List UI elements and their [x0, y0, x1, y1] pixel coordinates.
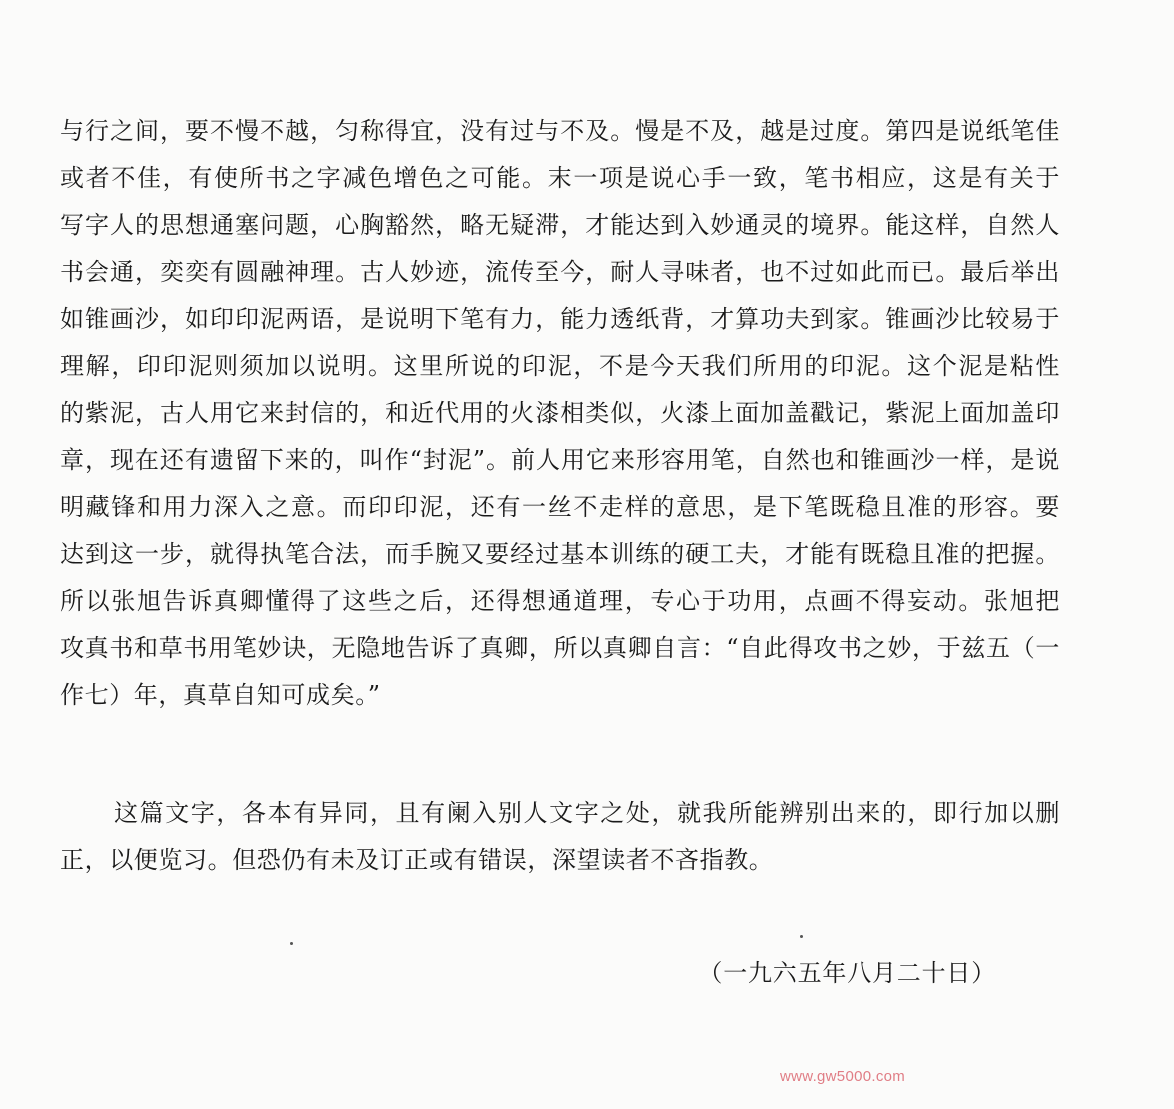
text-line: 理解，印印泥则须加以说明。这里所说的印泥，不是今天我们所用的印泥。这个泥是粘性: [60, 352, 1060, 380]
text-line: 写字人的思想通塞问题，心胸豁然，略无疑滞，才能达到入妙通灵的境界。能这样，自然人: [60, 211, 1060, 239]
scan-speck: [290, 942, 293, 945]
text-line: 所以张旭告诉真卿懂得了这些之后，还得想通道理，专心于功用，点画不得妄动。张旭把: [60, 587, 1060, 615]
text-line: 作七）年，真草自知可成矣。”: [60, 681, 381, 709]
text-line: 与行之间，要不慢不越，匀称得宜，没有过与不及。慢是不及，越是过度。第四是说纸笔佳: [60, 117, 1060, 145]
watermark-link[interactable]: www.gw5000.com: [780, 1068, 906, 1085]
date-signature: （一九六五年八月二十日）: [698, 959, 996, 987]
paragraph-2: [60, 790, 1060, 884]
text-line: 如锥画沙，如印印泥两语，是说明下笔有力，能力透纸背，才算功夫到家。锥画沙比较易于: [60, 305, 1060, 333]
paragraph-1: [60, 108, 1060, 719]
text-line: 书会通，奕奕有圆融神理。古人妙迹，流传至今，耐人寻味者，也不过如此而已。最后举出: [60, 258, 1060, 286]
text-line: 正，以便览习。但恐仍有未及订正或有错误，深望读者不吝指教。: [60, 846, 774, 874]
text-line: 攻真书和草书用笔妙诀，无隐地告诉了真卿，所以真卿自言：“自此得攻书之妙，于兹五（一: [60, 634, 1060, 662]
text-line: 章，现在还有遗留下来的，叫作“封泥”。前人用它来形容用笔，自然也和锥画沙一样，是说: [60, 446, 1060, 474]
text-line: 或者不佳，有使所书之字减色增色之可能。末一项是说心手一致，笔书相应，这是有关于: [60, 164, 1060, 192]
scan-speck: [800, 935, 803, 938]
text-line: 达到这一步，就得执笔合法，而手腕又要经过基本训练的硬工夫，才能有既稳且准的把握。: [60, 540, 1060, 568]
text-line: 的紫泥，古人用它来封信的，和近代用的火漆相类似，火漆上面加盖戳记，紫泥上面加盖印: [60, 399, 1060, 427]
text-line: 明藏锋和用力深入之意。而印印泥，还有一丝不走样的意思，是下笔既稳且准的形容。要: [60, 493, 1060, 521]
text-line: 这篇文字，各本有异同，且有阑入别人文字之处，就我所能辨别出来的，即行加以删: [114, 799, 1060, 827]
